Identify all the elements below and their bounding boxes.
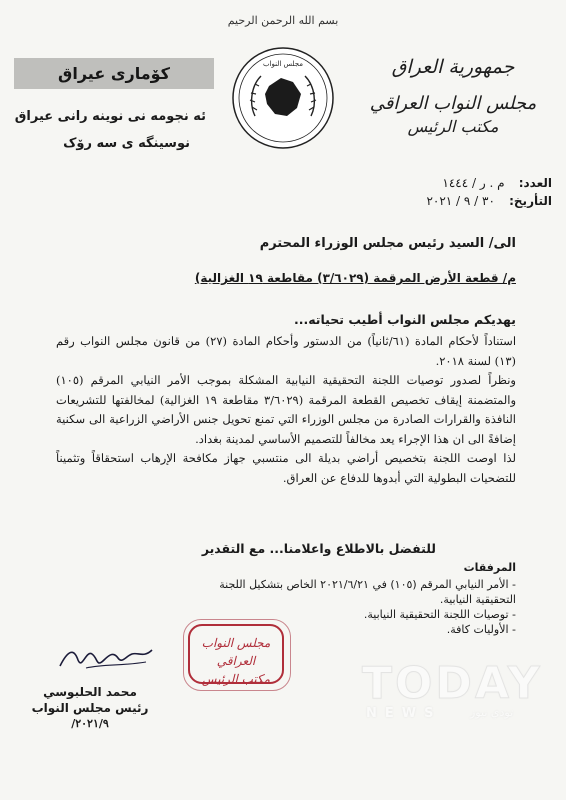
watermark-brand: TODAY	[362, 658, 543, 709]
watermark-sub-ar: تودي نيوز	[470, 706, 514, 719]
header-right	[358, 56, 548, 138]
reference-number	[426, 174, 552, 192]
office-stamp	[188, 624, 284, 684]
basmala: بسم الله الرحمن الرحيم	[227, 14, 339, 27]
header-country: جمهورية العراق	[391, 56, 515, 78]
parliament-emblem-icon	[231, 46, 335, 150]
signer-date: ٢٠٢١/٩/	[71, 717, 109, 730]
header-left	[14, 58, 214, 151]
body-paragraph: لذا اوصت اللجنة بتخصيص أراضي بديلة الى منتسبي جهاز مكافحة الإرهاب استحقاقاً وتثميناً للتضحيات البطولية التي أبدوها للدفاع عن العراق.	[56, 451, 516, 485]
attachment-item: - توصيات اللجنة التحقيقية النيابية.	[363, 608, 516, 621]
header-left-title: كۆماری عیراق	[14, 58, 214, 89]
date-label: التأريخ:	[509, 194, 552, 208]
closing-line: للتفضل بالاطلاع واعلامنا... مع التقدير	[201, 541, 436, 556]
addressee: الى/ السيد رئيس مجلس الوزراء المحترم	[259, 236, 516, 251]
date-value: ٣٠ / ٩ / ٢٠٢١	[426, 194, 495, 208]
reference-date	[426, 192, 552, 210]
signer-block	[30, 684, 150, 732]
watermark-sub: NEWS	[366, 706, 442, 721]
attachment-item: - الأمر النيابي المرقم (١٠٥) في ٢٠٢١/٦/٢١ الخاص بتشكيل اللجنة التحقيقية النيابية.	[219, 578, 516, 606]
signer-title: رئيس مجلس النواب	[31, 701, 149, 715]
number-label: العدد:	[518, 176, 552, 190]
header-office: مكتب الرئيس	[407, 117, 499, 136]
letter-body	[56, 332, 516, 488]
header-left-office: نوسینگه ی سه رۆک	[63, 136, 190, 151]
signature-icon	[56, 640, 156, 674]
header-left-parliament: ئه نجومه نی نوینه رانی عیراق	[14, 109, 206, 124]
subject-line: م/ قطعة الأرض المرقمة (٣/٦٠٢٩) مقاطعة ١٩ الغزالية)	[194, 271, 516, 285]
stamp-line: مكتب الرئيس	[201, 672, 271, 686]
number-value: م . ر / ١٤٤٤	[442, 176, 505, 190]
today-news-watermark	[348, 658, 543, 728]
body-paragraph: استناداً لأحكام المادة (٦١/ثانياً) من الدستور وأحكام المادة (٢٧) من قانون مجلس النواب رقم (١٣) لسنة ٢٠١٨.	[56, 334, 517, 368]
reference-meta	[426, 174, 552, 210]
emblem-text: مجلس النواب	[262, 60, 304, 68]
body-paragraph: ونظراً لصدور توصيات اللجنة التحقيقية النيابية المشكلة بموجب الأمر النيابي المرقم (١٠٥) والمتضمنة إيقاف تخصيص القطعة المرقمة (٣/٦٠٢٩ مقاطعة ١٩ الغزالية) لمخالفتها للتشريعات النافذة والقرارات الصادرة من مجلس الوزراء التي تمنع تحويل جنس الأراضي الزراعية الى سكنية إضافةً الى ان هذا الإجراء يعد مخالفاً للتصميم الأساسي لمدينة بغداد.	[56, 373, 516, 446]
attachments-title: المرفقات	[463, 561, 516, 574]
header-parliament: مجلس النواب العراقي	[369, 93, 537, 114]
stamp-line: مجلس النواب العراقي	[201, 636, 271, 668]
signer-name: محمد الحلبوسي	[43, 685, 137, 699]
attachment-item: - الأوليات كافة.	[446, 623, 516, 636]
greeting: يهديكم مجلس النواب أطيب تحياته...	[293, 312, 516, 327]
